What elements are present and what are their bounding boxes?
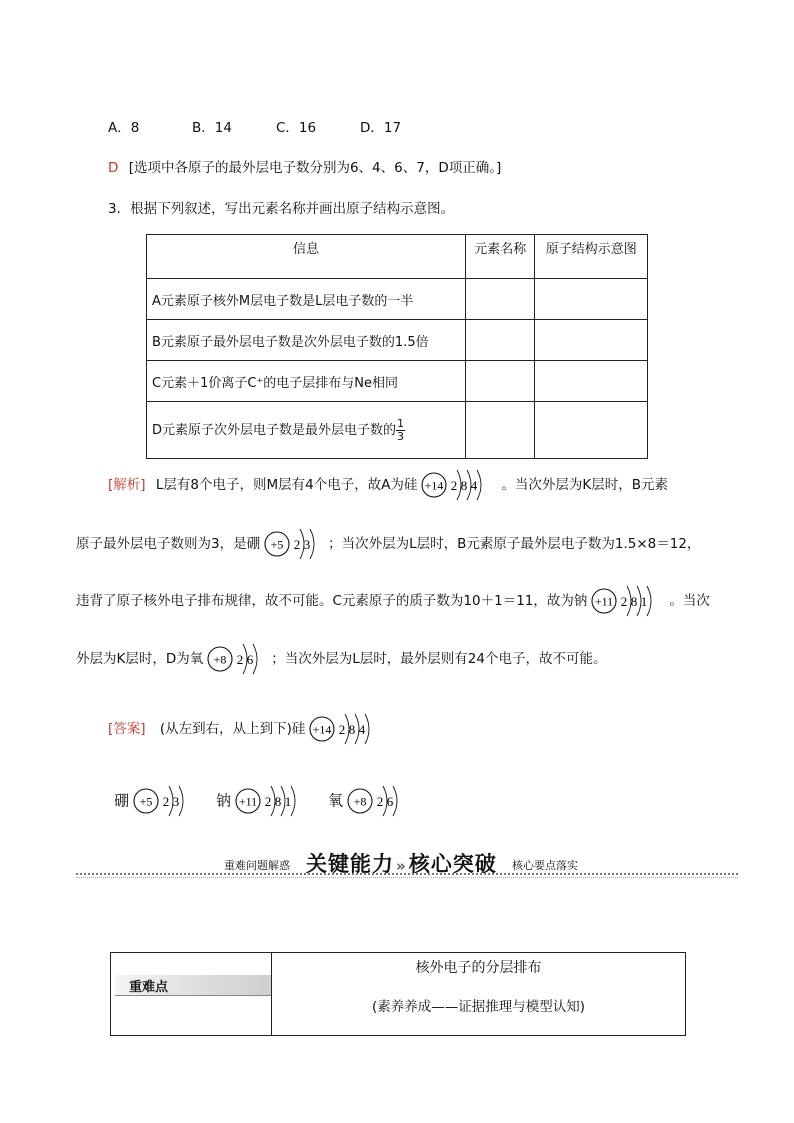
shell-electron-count: 6: [386, 794, 394, 809]
boron-atom-diagram: [132, 782, 194, 820]
oxygen-name: 氧: [328, 791, 344, 810]
electron-shell-arc: [393, 786, 397, 816]
atom-structure-svg: [263, 525, 325, 563]
answer-line-1: [108, 710, 383, 748]
sodium-atom-diagram: [590, 582, 662, 620]
shell-electron-count: 2: [237, 652, 244, 667]
shell-electron-count: 2: [162, 794, 170, 809]
analysis-text: ；当次外层为L层时，最外层则有24个电子，故不可能。: [271, 651, 607, 667]
nucleus-charge: +11: [595, 594, 614, 609]
atom-structure-svg: [590, 582, 662, 620]
nucleus-charge: +14: [425, 478, 444, 493]
fraction-numerator: 1: [397, 416, 405, 430]
nucleus-charge: +8: [353, 794, 367, 809]
table-row: [147, 361, 648, 402]
shell-electron-count: 6: [247, 652, 254, 667]
atom-structure-svg: [234, 782, 306, 820]
atom-structure-svg: [132, 782, 194, 820]
oxygen-atom-diagram: [206, 640, 268, 678]
row-b-info: B元素原子最外层电子数是次外层电子数的1.5倍: [147, 320, 466, 361]
answer-intro: (从左到右，从上到下)硅: [159, 721, 306, 737]
shell-electron-count: 8: [631, 594, 638, 609]
fraction-denominator: 3: [397, 429, 405, 443]
electron-shell-arc: [647, 586, 651, 616]
double-chevron-icon: »: [396, 857, 407, 875]
row-b-structure-cell: [535, 320, 648, 361]
analysis-text: 违背了原子核外电子排布规律，故不可能。C元素原子的质子数为10＋1＝11，故为钠: [76, 593, 588, 609]
option-b: B．14: [192, 120, 232, 136]
row-b-name-cell: [466, 320, 535, 361]
option-c: C．16: [276, 120, 317, 136]
shell-electron-count: 8: [461, 478, 468, 493]
header-element-name: 元素名称: [466, 235, 535, 279]
silicon-atom-diagram: [420, 466, 492, 504]
shell-electron-count: 8: [349, 722, 356, 737]
key-point-tag: [111, 953, 272, 1035]
boron-atom-diagram: [263, 525, 325, 563]
sodium-atom-diagram: [234, 782, 306, 820]
row-a-info: A元素原子核外M层电子数是L层电子数的一半: [147, 279, 466, 320]
analysis-label: [解析]: [108, 477, 146, 493]
banner-divider: [76, 873, 738, 875]
electron-shell-arc: [310, 529, 314, 559]
silicon-atom-diagram: [308, 710, 380, 748]
option-a: A．8: [108, 120, 140, 136]
key-point-tag-label: 重难点: [129, 980, 169, 995]
boron-name: 硼: [114, 791, 130, 810]
shell-electron-count: 1: [641, 594, 648, 609]
option-d: D．17: [360, 120, 402, 136]
section-banner: [76, 848, 738, 880]
shell-electron-count: 8: [274, 794, 282, 809]
electron-shell-arc: [365, 714, 369, 744]
row-c-name-cell: [466, 361, 535, 402]
nucleus-charge: +8: [213, 652, 227, 667]
shell-electron-count: 2: [293, 537, 301, 552]
analysis-text: L层有8个电子，则M层有4个电子，故A为硅: [155, 477, 418, 493]
row-a-name-cell: [466, 279, 535, 320]
analysis-text: 。当次: [669, 593, 710, 609]
key-point-title: 核外电子的分层排布: [415, 960, 542, 976]
question-3: 3．根据下列叙述，写出元素名称并画出原子结构示意图。: [108, 201, 455, 217]
atom-structure-svg: [346, 782, 408, 820]
answer-explanation: [108, 156, 501, 176]
electron-shell-arc: [477, 470, 481, 500]
header-info: 信息: [147, 235, 466, 279]
electron-shell-arc: [253, 644, 257, 674]
analysis-text: 外层为K层时，D为氧: [76, 651, 204, 667]
answer-line-2: [114, 782, 411, 820]
analysis-line-2: [76, 525, 700, 563]
atom-structure-svg: [308, 710, 380, 748]
shell-electron-count: 2: [376, 794, 384, 809]
shell-electron-count: 2: [264, 794, 272, 809]
electron-shell-arc: [179, 786, 183, 816]
electron-shell-arc: [291, 786, 295, 816]
options-row: [108, 116, 444, 136]
nucleus-charge: +11: [238, 794, 258, 809]
header-structure: 原子结构示意图: [535, 235, 648, 279]
oxygen-atom-diagram: [346, 782, 408, 820]
analysis-line-3: [76, 582, 710, 620]
nucleus-charge: +5: [270, 537, 284, 552]
row-c-structure-cell: [535, 361, 648, 402]
analysis-text: 。当次外层为K层时，B元素: [501, 477, 669, 493]
shell-electron-count: 4: [359, 722, 366, 737]
banner-left-caption: 重难问题解惑: [224, 859, 290, 872]
atom-structure-svg: [420, 466, 492, 504]
sodium-name: 钠: [216, 791, 232, 810]
table-header-row: [147, 235, 648, 279]
shell-electron-count: 2: [339, 722, 346, 737]
shell-electron-count: 2: [451, 478, 458, 493]
table-row: [147, 279, 648, 320]
analysis-line-4: [76, 640, 606, 678]
shell-electron-count: 2: [621, 594, 628, 609]
shell-electron-count: 3: [172, 794, 180, 809]
analysis-line-1: [108, 466, 668, 504]
nucleus-charge: +14: [313, 722, 332, 737]
answer-label: [答案]: [108, 721, 146, 737]
fraction-one-third: [396, 418, 405, 443]
answer-letter: D: [108, 160, 119, 176]
row-d-name-cell: [466, 402, 535, 459]
shell-electron-count: 3: [303, 537, 311, 552]
info-table: [146, 234, 648, 459]
table-row: [147, 320, 648, 361]
key-point-box: [110, 952, 686, 1036]
row-d-info-text: D元素原子次外层电子数是最外层电子数的: [152, 422, 397, 438]
banner-title-part2: 核心突破: [408, 852, 497, 876]
row-a-structure-cell: [535, 279, 648, 320]
banner-title-part1: 关键能力: [306, 852, 394, 876]
atom-structure-svg: [206, 640, 268, 678]
answer-explanation-text: [选项中各原子的最外层电子数分别为6、4、6、7，D项正确。]: [128, 160, 502, 176]
shell-electron-count: 1: [284, 794, 292, 809]
nucleus-charge: +5: [139, 794, 153, 809]
banner-divider: [76, 877, 738, 878]
row-d-structure-cell: [535, 402, 648, 459]
row-d-info: [147, 402, 466, 459]
analysis-text: 原子最外层电子数则为3，是硼: [76, 536, 261, 552]
key-point-tag-bar: [115, 975, 271, 996]
table-row: [147, 402, 648, 459]
banner-right-caption: 核心要点落实: [512, 859, 578, 872]
row-c-info: C元素＋1价离子C⁺的电子层排布与Ne相同: [147, 361, 466, 402]
key-point-subtitle: (素养养成——证据推理与模型认知): [371, 999, 586, 1015]
analysis-text: ；当次外层为L层时，B元素原子最外层电子数为1.5×8＝12，: [328, 536, 701, 552]
shell-electron-count: 4: [471, 478, 478, 493]
